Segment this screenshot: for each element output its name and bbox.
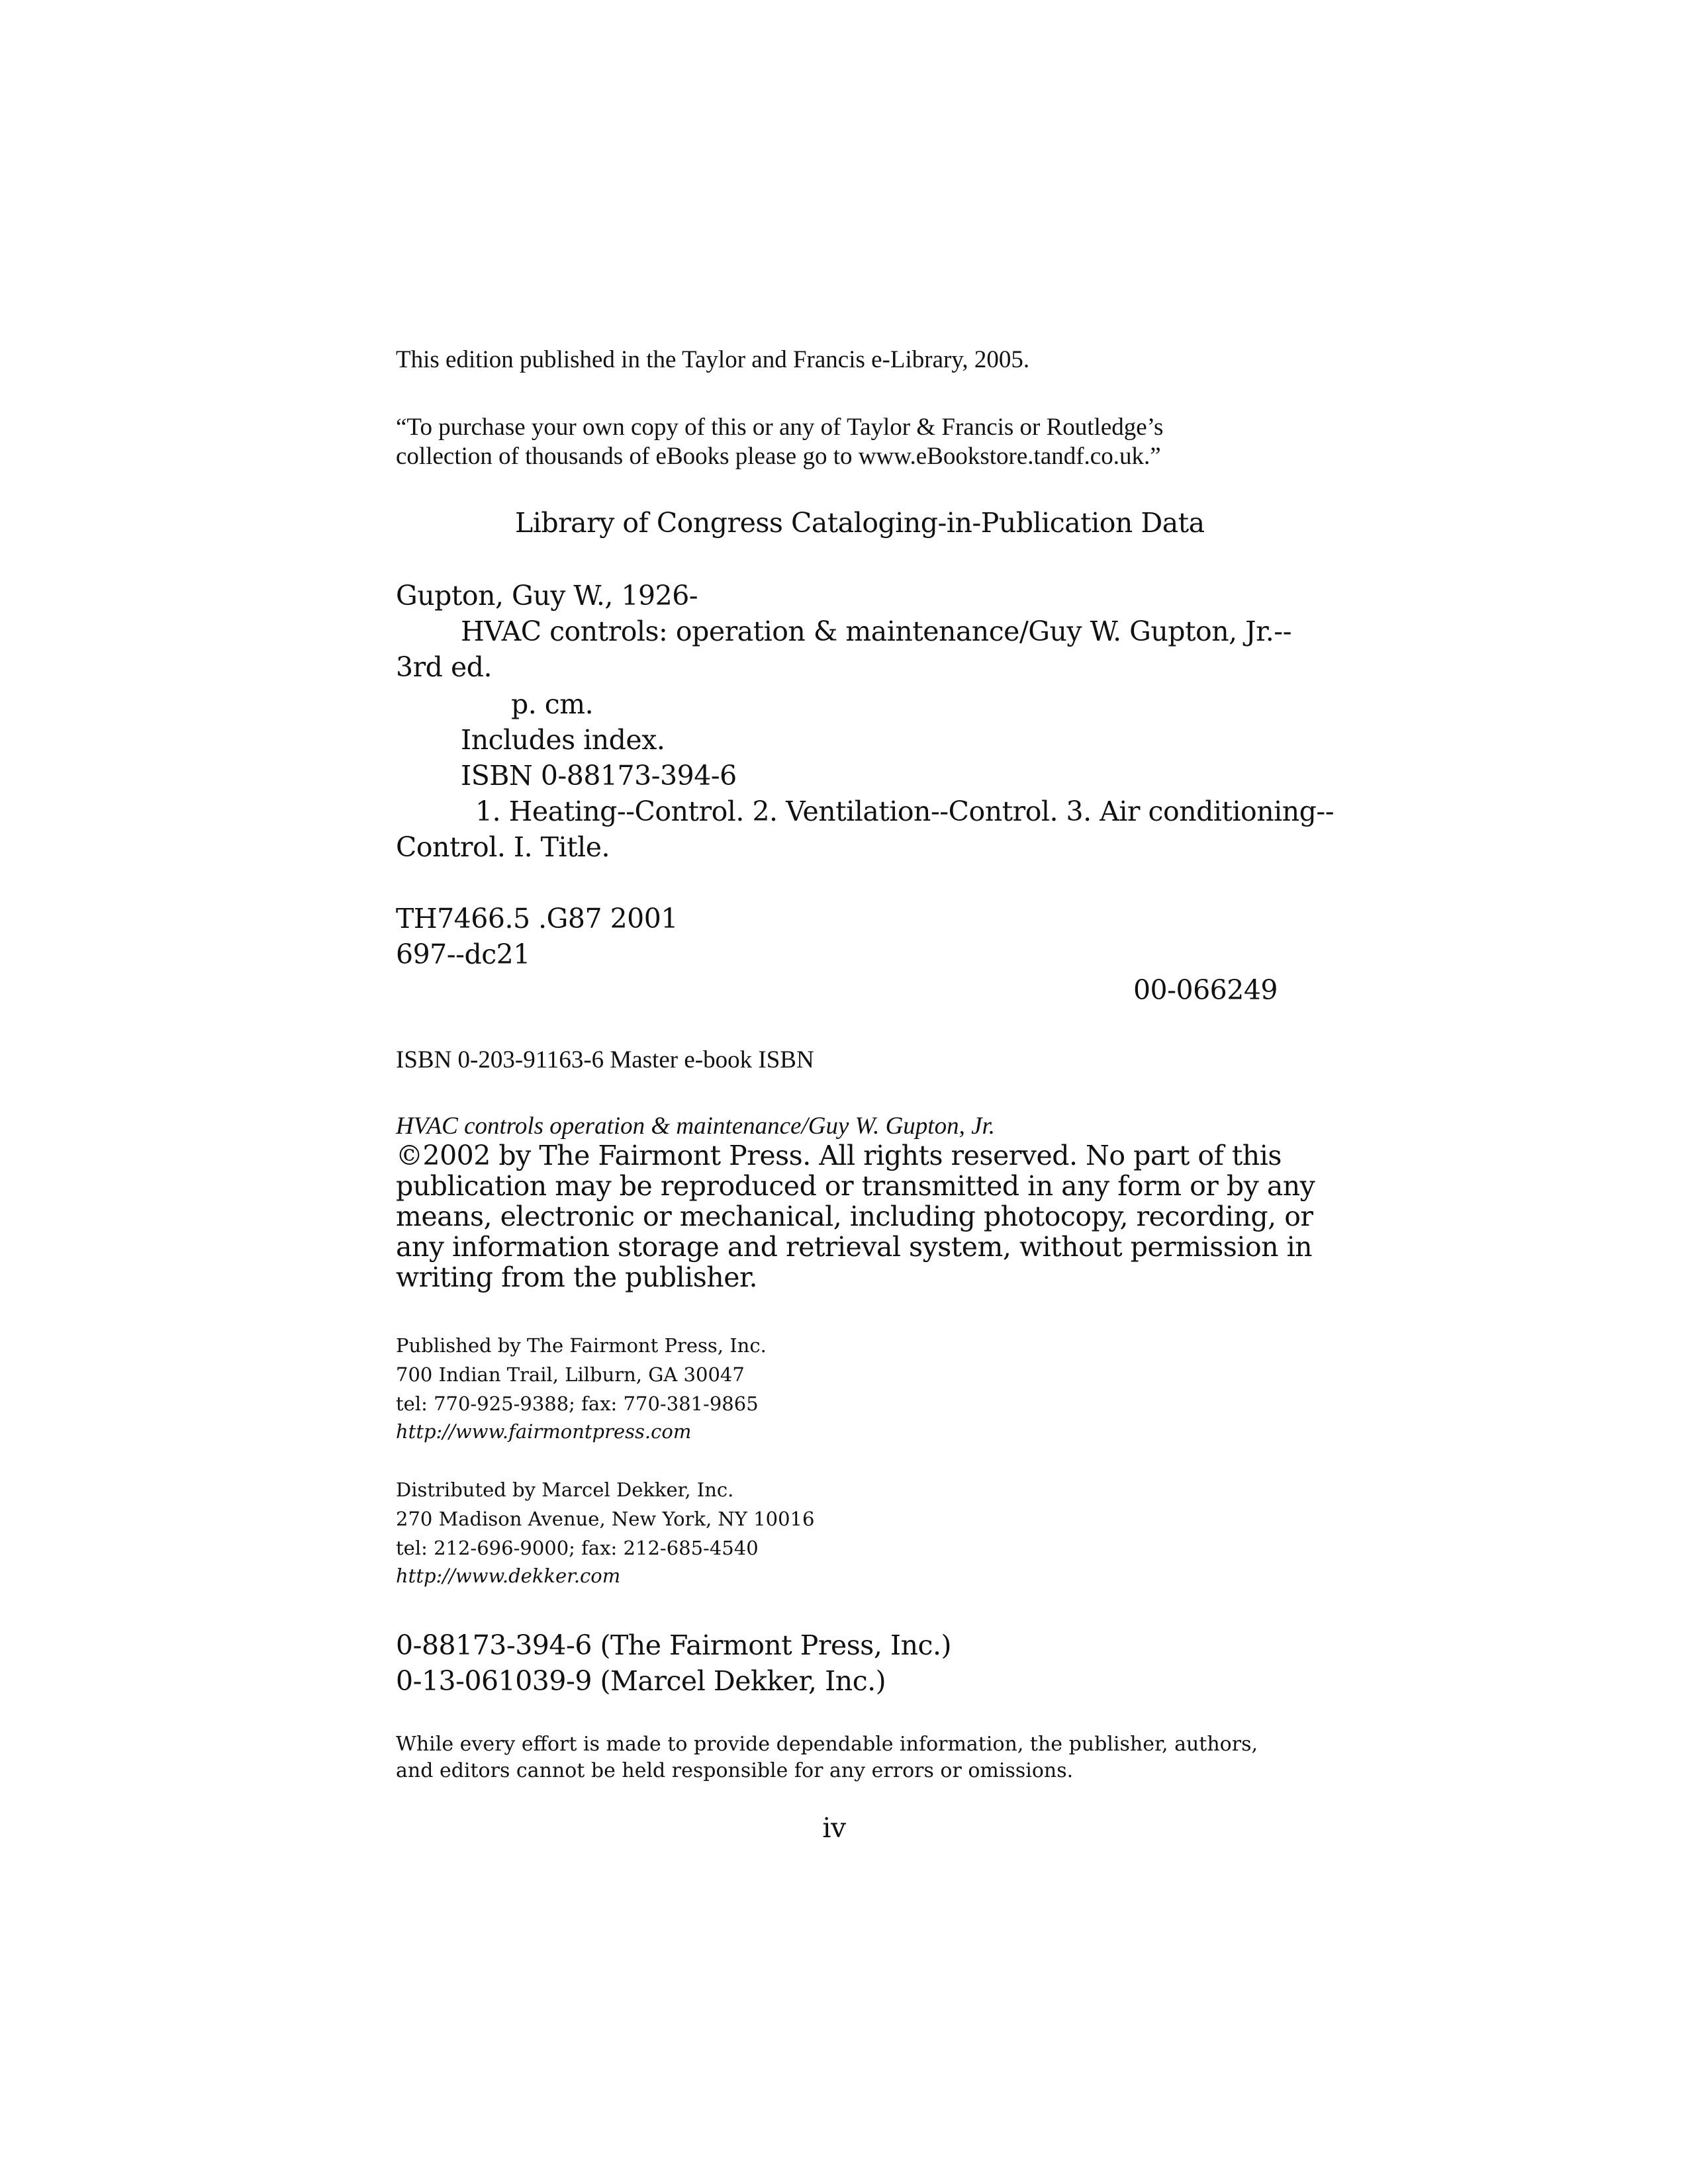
cip-lc-class: TH7466.5 .G87 2001 <box>396 903 678 934</box>
copyright-line-4: any information storage and retrieval system, without permission in <box>396 1231 1313 1263</box>
cip-index: Includes index. <box>461 724 665 756</box>
distributor-phone: tel: 212-696-9000; fax: 212-685-4540 <box>396 1537 759 1559</box>
cip-lccn: 00-066249 <box>1133 974 1278 1006</box>
disclaimer-line-1: While every effort is made to provide dependable information, the publisher, authors, <box>396 1733 1258 1756</box>
cip-title-line-1: HVAC controls: operation & maintenance/Guy W. Gupton, Jr.-- <box>461 615 1291 647</box>
distributor-address: 270 Madison Avenue, New York, NY 10016 <box>396 1508 815 1530</box>
isbn-fairmont: 0-88173-394-6 (The Fairmont Press, Inc.) <box>396 1629 951 1661</box>
distributor-name: Distributed by Marcel Dekker, Inc. <box>396 1479 734 1501</box>
cip-author: Gupton, Guy W., 1926- <box>396 580 698 612</box>
disclaimer-line-2: and editors cannot be held responsible for any errors or omissions. <box>396 1759 1074 1782</box>
page-number: iv <box>822 1812 846 1844</box>
cip-pcm: p. cm. <box>511 688 594 720</box>
edition-notice: This edition published in the Taylor and Francis e-Library, 2005. <box>396 346 1030 373</box>
isbn-dekker: 0-13-061039-9 (Marcel Dekker, Inc.) <box>396 1665 886 1697</box>
cip-isbn: ISBN 0-88173-394-6 <box>461 760 737 792</box>
purchase-notice-line-2: collection of thousands of eBooks please go to www.eBookstore.tandf.co.uk.” <box>396 443 1161 470</box>
publisher-address: 700 Indian Trail, Lilburn, GA 30047 <box>396 1363 745 1386</box>
cip-subjects-line-1: 1. Heating--Control. 2. Ventilation--Control. 3. Air conditioning-- <box>475 796 1335 827</box>
copyright-title-credit: HVAC controls operation & maintenance/Guy W. Gupton, Jr. <box>396 1113 996 1140</box>
distributor-url: http://www.dekker.com <box>396 1565 621 1587</box>
publisher-url: http://www.fairmontpress.com <box>396 1420 692 1443</box>
copyright-line-3: means, electronic or mechanical, including photocopy, recording, or <box>396 1201 1313 1232</box>
purchase-notice-line-1: “To purchase your own copy of this or any of Taylor & Francis or Routledge’s <box>396 414 1164 441</box>
cip-dewey: 697--dc21 <box>396 938 530 970</box>
cip-heading: Library of Congress Cataloging-in-Publication Data <box>515 507 1205 539</box>
cip-title-line-2: 3rd ed. <box>396 651 492 683</box>
copyright-line-1: ©2002 by The Fairmont Press. All rights reserved. No part of this <box>396 1140 1282 1171</box>
publisher-phone: tel: 770-925-9388; fax: 770-381-9865 <box>396 1392 759 1415</box>
master-isbn: ISBN 0-203-91163-6 Master e-book ISBN <box>396 1046 814 1073</box>
publisher-name: Published by The Fairmont Press, Inc. <box>396 1334 767 1357</box>
copyright-line-5: writing from the publisher. <box>396 1261 758 1293</box>
copyright-line-2: publication may be reproduced or transmitted in any form or by any <box>396 1170 1315 1202</box>
cip-subjects-line-2: Control. I. Title. <box>396 831 610 863</box>
